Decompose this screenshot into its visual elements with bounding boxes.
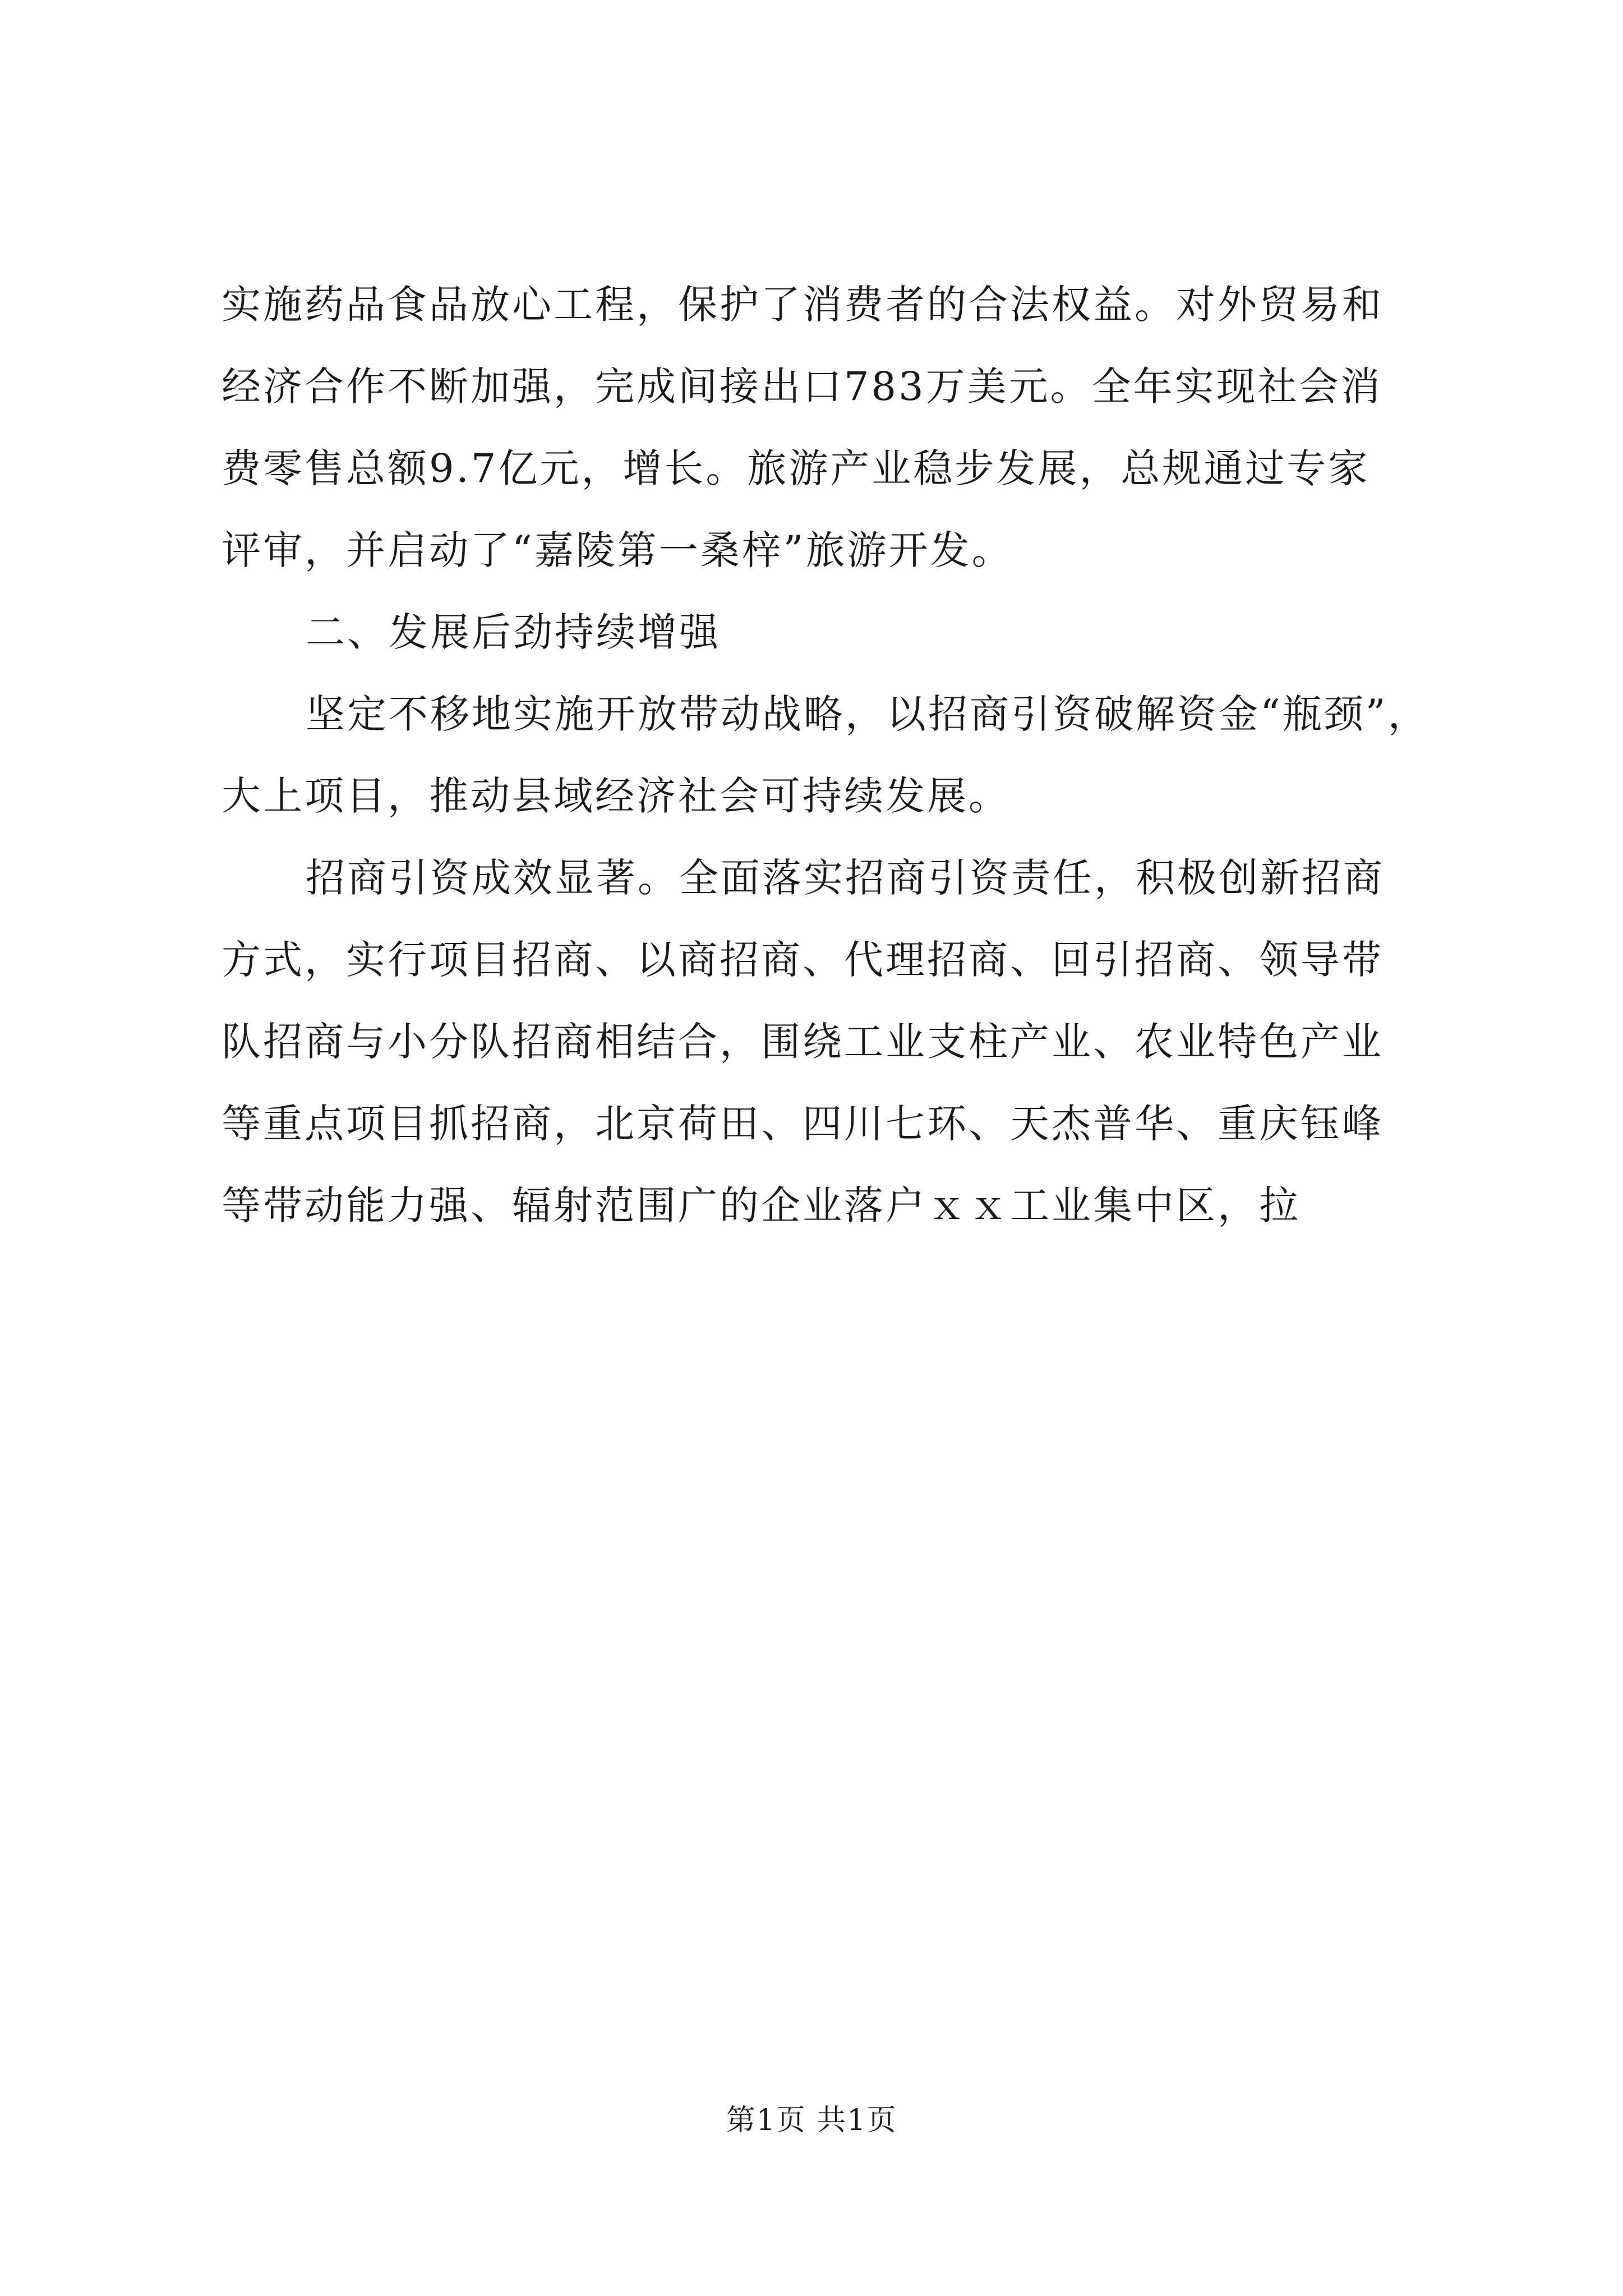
paragraph-line: 大上项目，推动县域经济社会可持续发展。: [222, 773, 1010, 819]
section-heading: 二、发展后劲持续增强: [306, 609, 721, 655]
paragraph-line: 费零售总额9.7亿元，增长。旅游产业稳步发展，总规通过专家: [222, 445, 1370, 491]
paragraph-line: 招商引资成效显著。全面落实招商引资责任，积极创新招商: [306, 855, 1385, 901]
paragraph-line: 坚定不移地实施开放带动战略，以招商引资破解资金“瓶颈”，: [306, 691, 1430, 737]
paragraph-line: 队招商与小分队招商相结合，围绕工业支柱产业、农业特色产业: [222, 1019, 1384, 1065]
paragraph-line: 等带动能力强、辐射范围广的企业落户ｘｘ工业集中区，拉: [222, 1182, 1301, 1228]
paragraph-line: 评审，并启动了“嘉陵第一桑梓”旅游开发。: [222, 527, 1013, 573]
paragraph-line: 等重点项目抓招商，北京荷田、四川七环、天杰普华、重庆钰峰: [222, 1101, 1384, 1147]
page-footer: 第1页 共1页: [726, 2104, 897, 2137]
document-body: [222, 264, 1438, 1246]
paragraph-line: 经济合作不断加强，完成间接出口783万美元。全年实现社会消: [222, 364, 1382, 409]
paragraph-line: 实施药品食品放心工程，保护了消费者的合法权益。对外贸易和: [222, 282, 1384, 328]
paragraph-line: 方式，实行项目招商、以商招商、代理招商、回引招商、领导带: [222, 937, 1384, 983]
